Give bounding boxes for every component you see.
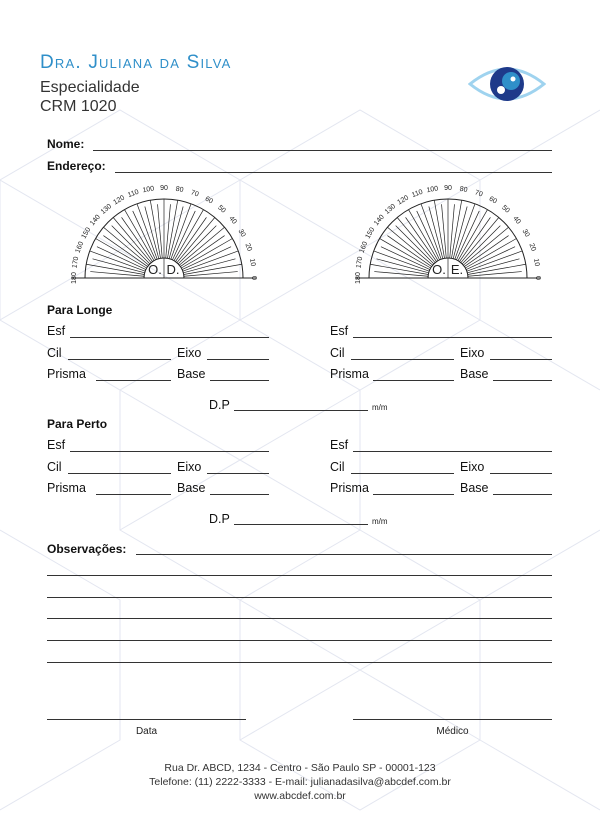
far-dp-unit: m/m: [372, 403, 388, 412]
protractor-tick-label: 180: [355, 272, 362, 284]
protractor-ray: [421, 204, 441, 259]
protractor-ray: [184, 264, 242, 274]
name-field[interactable]: [93, 150, 552, 151]
protractor-ray: [167, 200, 177, 258]
protractor-ray: [455, 204, 475, 259]
date-caption: Data: [135, 726, 158, 737]
protractor-ray: [381, 247, 430, 270]
protractor-tick-label: 20: [527, 242, 537, 253]
protractor-tick-label: 80: [175, 185, 184, 194]
protractor-tick-label: 70: [189, 189, 200, 199]
footer-contact: Telefone: (11) 2222-3333 - E-mail: julianadasilva@abcdef.com.br: [149, 776, 451, 788]
protractor-ray: [374, 272, 428, 277]
near-dp-unit: m/m: [372, 517, 388, 526]
observations-line[interactable]: [47, 618, 552, 619]
protractor-ray: [377, 259, 429, 273]
protractor-eye-letter: D.: [166, 262, 180, 277]
far-right-cil-label: Cil: [330, 346, 345, 360]
name-label: Nome:: [47, 137, 85, 151]
address-field[interactable]: [115, 172, 552, 173]
near-right-eixo-field[interactable]: [490, 473, 552, 474]
near-dp-field[interactable]: [234, 524, 368, 525]
crm-number: CRM 1020: [40, 98, 117, 115]
protractor-eye-letter: E.: [450, 262, 464, 277]
doctor-signature-line[interactable]: [353, 719, 552, 720]
protractor-tick-label: 70: [473, 189, 484, 199]
near-right-cil-label: Cil: [330, 460, 345, 474]
far-left-base-label: Base: [177, 367, 206, 381]
near-right-prisma-label: Prisma: [330, 481, 369, 495]
protractor-tick-label: 150: [80, 226, 93, 241]
protractor-ray: [90, 251, 145, 271]
near-left-prisma-label: Prisma: [47, 481, 86, 495]
observations-line[interactable]: [136, 554, 552, 555]
near-left-esf-label: Esf: [47, 438, 66, 452]
protractor-ray: [374, 251, 429, 271]
protractor-tick-label: 150: [364, 226, 377, 241]
footer-address: Rua Dr. ABCD, 1234 - Centro - São Paulo SP - 00001-123: [164, 762, 436, 774]
near-left-cil-field[interactable]: [68, 473, 171, 474]
near-left-esf-field[interactable]: [70, 451, 269, 452]
near-dp-label: D.P: [209, 512, 230, 526]
protractor-tick-label: 140: [373, 213, 386, 228]
near-right-base-label: Base: [460, 481, 489, 495]
far-right-eixo-label: Eixo: [460, 346, 485, 360]
far-dp-field[interactable]: [234, 410, 368, 411]
protractor-tick-label: 10: [532, 258, 541, 267]
far-left-prisma-label: Prisma: [47, 367, 86, 381]
protractor-tick-label: 180: [71, 272, 78, 284]
near-section-title: Para Perto: [47, 417, 108, 431]
protractor-ray: [451, 200, 461, 258]
protractor-ray: [172, 211, 195, 260]
protractor-tick-label: 120: [112, 194, 127, 207]
protractor-ray: [97, 247, 146, 270]
near-left-eixo-label: Eixo: [177, 460, 202, 474]
far-right-eixo-field[interactable]: [490, 359, 552, 360]
near-left-base-label: Base: [177, 481, 206, 495]
protractor-ray: [453, 207, 467, 259]
protractor-ray: [90, 272, 144, 277]
protractor-ray: [462, 226, 500, 264]
far-left-base-field[interactable]: [210, 380, 269, 381]
doctor-name: Dra. Juliana da Silva: [40, 52, 232, 73]
protractor-right-eye[interactable]: [64, 180, 264, 290]
protractor-ray: [434, 200, 444, 258]
protractor-ray: [396, 226, 434, 264]
observations-label: Observações:: [47, 542, 127, 556]
far-dp-label: D.P: [209, 398, 230, 412]
date-signature-line[interactable]: [47, 719, 246, 720]
protractor-tick-label: 50: [216, 204, 227, 215]
protractor-tick-label: 30: [236, 228, 247, 239]
protractor-tick-label: 110: [410, 188, 424, 200]
protractor-ray: [442, 204, 447, 258]
protractor-ray: [150, 200, 160, 258]
protractor-left-eye[interactable]: [348, 180, 548, 290]
protractor-ray: [468, 264, 526, 274]
protractor-tick-label: 160: [74, 240, 86, 255]
far-left-cil-field[interactable]: [68, 359, 171, 360]
protractor-tick-label: 80: [459, 185, 468, 194]
protractor-tick-label: 130: [99, 203, 114, 216]
protractor-tick-label: 100: [426, 185, 439, 195]
far-left-esf-field[interactable]: [70, 337, 269, 338]
far-right-esf-field[interactable]: [353, 337, 552, 338]
far-right-base-label: Base: [460, 367, 489, 381]
protractor-tick-label: 110: [126, 188, 140, 200]
protractor-tick-label: 130: [383, 203, 398, 216]
far-left-prisma-field[interactable]: [96, 380, 171, 381]
protractor-tick-label: 0: [250, 276, 257, 280]
near-right-prisma-field[interactable]: [373, 494, 454, 495]
far-right-cil-field[interactable]: [351, 359, 454, 360]
protractor-ray: [467, 251, 522, 271]
near-left-eixo-field[interactable]: [207, 473, 269, 474]
protractor-ray: [429, 207, 443, 259]
footer-website: www.abcdef.com.br: [254, 790, 346, 802]
eye-logo-icon: [468, 60, 546, 108]
address-label: Endereço:: [47, 159, 106, 173]
protractor-tick-label: 60: [203, 195, 214, 206]
near-right-esf-label: Esf: [330, 438, 349, 452]
far-right-base-field[interactable]: [493, 380, 552, 381]
protractor-ray: [183, 251, 238, 271]
specialty: Especialidade: [40, 79, 140, 96]
protractor-tick-label: 120: [396, 194, 411, 207]
protractor-ray: [137, 204, 157, 259]
near-right-base-field[interactable]: [493, 494, 552, 495]
observations-line[interactable]: [47, 640, 552, 641]
protractor-ray: [171, 204, 191, 259]
protractor-ray: [166, 204, 171, 258]
protractor-ray: [93, 259, 145, 273]
protractor-ray: [169, 207, 183, 259]
protractor-tick-label: 40: [511, 215, 522, 226]
protractor-ray: [178, 226, 216, 264]
protractor-tick-label: 100: [142, 185, 155, 195]
near-left-prisma-field[interactable]: [96, 494, 171, 495]
far-right-prisma-label: Prisma: [330, 367, 369, 381]
protractor-tick-label: 140: [89, 213, 102, 228]
protractor-tick-label: 170: [71, 256, 81, 269]
far-left-eixo-field[interactable]: [207, 359, 269, 360]
near-left-cil-label: Cil: [47, 460, 62, 474]
protractor-tick-label: 160: [358, 240, 370, 255]
protractor-ray: [456, 211, 479, 260]
protractor-ray: [417, 211, 440, 260]
near-right-esf-field[interactable]: [353, 451, 552, 452]
protractor-ray: [450, 204, 455, 258]
protractor-ray: [468, 272, 522, 277]
observations-line[interactable]: [47, 575, 552, 576]
near-right-eixo-label: Eixo: [460, 460, 485, 474]
protractor-ray: [86, 264, 144, 274]
protractor-ray: [145, 207, 159, 259]
protractor-ray: [112, 226, 150, 264]
protractor-tick-label: 10: [248, 258, 257, 267]
protractor-eye-letter: O.: [432, 262, 446, 277]
near-right-cil-field[interactable]: [351, 473, 454, 474]
protractor-ray: [370, 264, 428, 274]
protractor-tick-label: 50: [500, 204, 511, 215]
protractor-tick-label: 20: [243, 242, 253, 253]
observations-line[interactable]: [47, 597, 552, 598]
doctor-caption: Médico: [436, 726, 469, 737]
protractor-tick-label: 0: [534, 276, 541, 280]
protractor-ray: [467, 259, 519, 273]
protractor-tick-label: 90: [160, 185, 168, 192]
far-right-esf-label: Esf: [330, 324, 349, 338]
protractor-ray: [158, 204, 163, 258]
protractor-tick-label: 60: [487, 195, 498, 206]
near-left-base-field[interactable]: [210, 494, 269, 495]
far-right-prisma-field[interactable]: [373, 380, 454, 381]
far-left-eixo-label: Eixo: [177, 346, 202, 360]
protractor-ray: [183, 259, 235, 273]
protractor-tick-label: 90: [444, 185, 452, 192]
far-section-title: Para Longe: [47, 303, 113, 317]
observations-line[interactable]: [47, 662, 552, 663]
protractor-tick-label: 170: [355, 256, 365, 269]
protractor-ray: [466, 247, 515, 270]
far-left-cil-label: Cil: [47, 346, 62, 360]
protractor-tick-label: 40: [227, 215, 238, 226]
protractor-tick-label: 30: [520, 228, 531, 239]
protractor-eye-letter: O.: [148, 262, 162, 277]
protractor-ray: [184, 272, 238, 277]
protractor-ray: [182, 247, 231, 270]
protractor-ray: [133, 211, 156, 260]
far-left-esf-label: Esf: [47, 324, 66, 338]
